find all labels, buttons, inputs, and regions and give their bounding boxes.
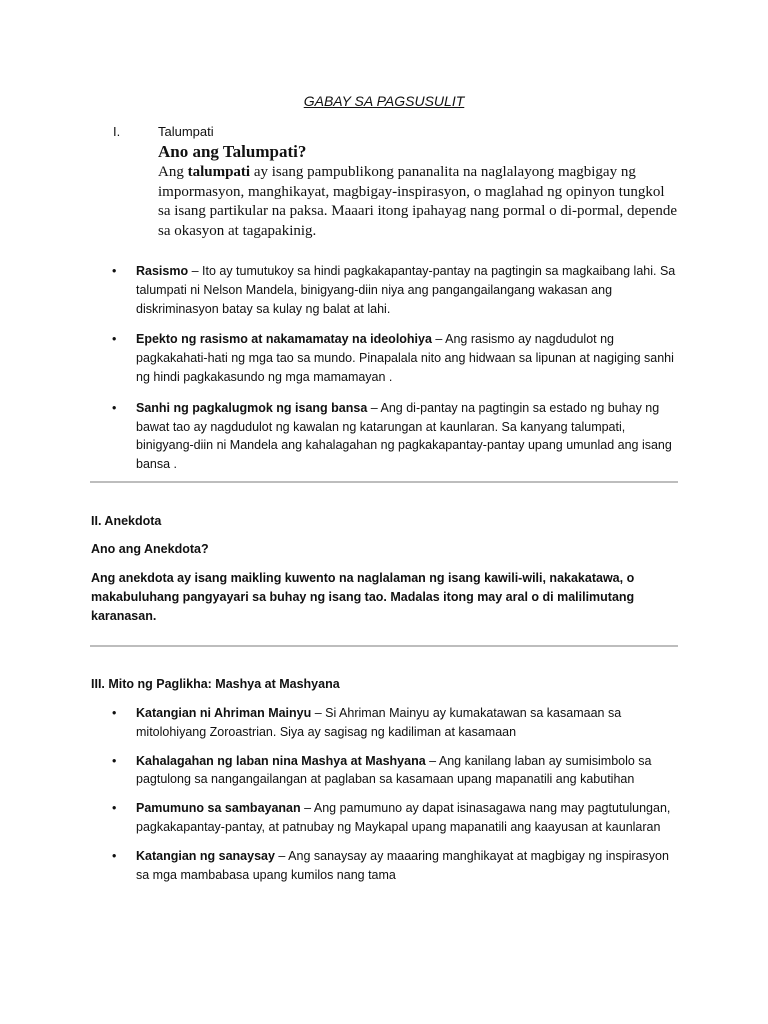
section-1-label: Talumpati: [158, 124, 214, 139]
bullet-icon: •: [112, 400, 117, 415]
section-1-number: I.: [113, 124, 121, 139]
bullet-icon: •: [112, 801, 117, 816]
anekdota-question: Ano ang Anekdota?: [91, 542, 209, 556]
bullet-icon: •: [112, 848, 117, 863]
bullet-icon: •: [112, 706, 117, 720]
list-item: • Rasismo – Ito ay tumutukoy sa hindi pagkakapantay-pantay na pagtingin sa magkaibang lahi. Sa talumpati ni Nelson Mandela, binigyang-diin niya ang pangangailangang wakasan ang diskriminasyon batay sa kulay ng balat at lahi.: [112, 264, 676, 316]
talumpati-term: talumpati: [187, 164, 251, 180]
section-1-bullet-list: [112, 262, 682, 474]
section-3-bullet-list: [112, 704, 672, 884]
talumpati-question: Ano ang Talumpati?: [158, 142, 307, 161]
list-item: • Katangian ni Ahriman Mainyu – Si Ahriman Mainyu ay kumakatawan sa kasamaan sa mitolohiyang Zoroastrian. Siya ay sagisag ng kadiliman at kasamaan: [112, 706, 622, 739]
list-item: • Kahalagahan ng laban nina Mashya at Mashyana – Ang kanilang laban ay sumisimbolo sa pagtulong sa nangangailangan at paglaban sa kasamaan upang mapanatili ang kabutihan: [112, 753, 652, 787]
section-3-heading: III. Mito ng Paglikha: Mashya at Mashyana: [91, 677, 340, 691]
bullet-icon: •: [112, 753, 117, 768]
list-item: • Sanhi ng pagkalugmok ng isang bansa – Ang di-pantay na pagtingin sa estado ng buhay ng bawat tao ay nagdudulot ng kawalan ng katarungan at kaunlaran. Sa kanyang talumpati, binigyang-diin ni Mandela ang kahalagahan ng pagkakapantay-pantay upang umunlad ang isang bansa .: [112, 400, 672, 472]
anekdota-definition: Ang anekdota ay isang maikling kuwento na naglalaman ng isang kawili-wili, nakakatawa, o makabuluhang pangyayari sa buhay ng isang tao. Madalas itong may aral o di malilimutang karanasan.: [91, 571, 635, 623]
list-item: • Pamumuno sa sambayanan – Ang pamumuno ay dapat isinasagawa nang may pagtutulungan, pagkakapantay-pantay, at patnubay ng Maykapal upang mapanatili ang kaayusan at kaunlaran: [112, 801, 671, 834]
document-title: GABAY SA PAGSUSULIT: [303, 93, 465, 109]
bullet-icon: •: [112, 332, 117, 347]
list-item: • Katangian ng sanaysay – Ang sanaysay ay maaaring manghikayat at magbigay ng inspirasyon sa mga mambabasa upang kumilos nang tama: [112, 848, 669, 882]
divider: [90, 645, 678, 647]
list-item: • Epekto ng rasismo at nakamamatay na ideolohiya – Ang rasismo ay nagdudulot ng pagkakahati-hati ng mga tao sa mundo. Pinapalala nito ang hidwaan sa lipunan at nagiging sanhi ng hindi pagkakasundo ng mga mamamayan .: [112, 332, 674, 384]
section-2-heading: II. Anekdota: [91, 514, 162, 528]
talumpati-definition: Ang talumpati ay isang pampublikong pananalita na naglalayong magbigay ng impormasyon, manghikayat, magbigay-inspirasyon, o maglahad ng opinyon tungkol sa isang partikular na paksa. Maaari itong ipahayag nang pormal o di-pormal, depende sa okasyon at tagapakinig.: [158, 164, 677, 239]
bullet-icon: •: [112, 264, 117, 278]
divider: [90, 481, 678, 483]
